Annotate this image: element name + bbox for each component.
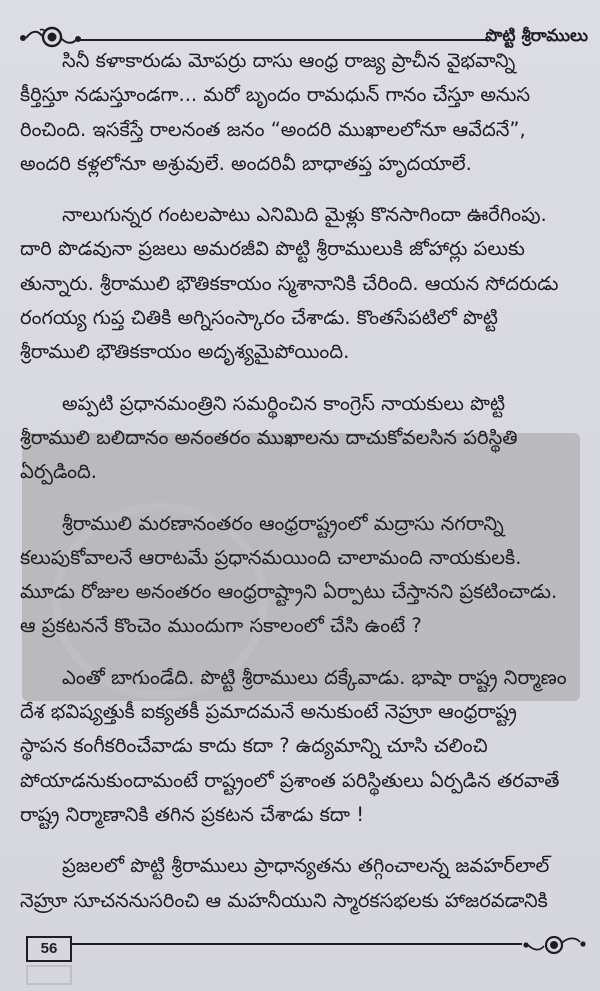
text-line: ఆ ప్రకటననే కొంచెం ముందుగా సకాలంలో చేసి ఉంటే ? — [20, 614, 422, 638]
text-line: కలుపుకోవాలనే ఆరాటమే ప్రధానమయింది చాలామంది నాయకులకి. — [20, 545, 522, 569]
body-text — [20, 44, 582, 935]
paragraph-3 — [20, 387, 582, 490]
text-line: స్థాపన కంగీకరించేవాడు కాదు కదా ? ఉద్యమాన్ని చూసి చలించి — [20, 734, 488, 758]
flourish-ornament-icon — [522, 936, 588, 954]
text-line: నెహ్రూ సూచననుసరించి ఆ మహనీయుని స్మారకసభలకు హాజరవడానికి — [20, 888, 548, 912]
text-line: శ్రీరాములి బలిదానం అనంతరం ముఖాలను దాచుకోవలసిన పరిస్థితి — [20, 425, 518, 449]
text-line: తున్నారు. శ్రీరాములి భౌతికకాయం స్మశానానికి చేరింది. ఆయన సోదరుడు — [20, 271, 559, 295]
text-line: కీర్తిస్తూ నడుస్తూండగా... మరో బృందం రామధున్ గానం చేస్తూ అనుస — [20, 83, 531, 107]
text-line: అందరి కళ్లలోనూ అశ్రువులే. అందరివీ బాధాతప్త హృదయాలే. — [20, 151, 472, 175]
text-line: ప్రజలలో పొట్టి శ్రీరాములు ప్రాధాన్యతను తగ్గించాలన్న జవహర్‌లాల్ — [62, 854, 550, 878]
paragraph-5 — [20, 661, 582, 832]
text-line: నాలుగున్నర గంటలపాటు ఎనిమిది మైళ్లు కొనసాగిందా ఊరేగింపు. — [62, 203, 547, 227]
text-line: అప్పటి ప్రధానమంత్రిని సమర్థించిన కాంగ్రెస్ నాయకులు పొట్టి — [62, 391, 506, 415]
header-rule — [80, 39, 488, 41]
text-line: రాష్ట్ర నిర్మాణానికి తగిన ప్రకటన చేశాడు కదా ! — [20, 802, 365, 826]
paragraph-2 — [20, 198, 582, 369]
footer-rule — [72, 943, 522, 945]
text-line: శ్రీరాములి మరణానంతరం ఆంధ్రరాష్ట్రంలో మద్రాసు నగరాన్ని — [62, 511, 504, 535]
page-footer — [26, 936, 588, 966]
text-line: మూడు రోజుల అనంతరం ఆంధ్రరాష్ట్రాని ఏర్పాటు చేస్తానని ప్రకటించాడు. — [20, 580, 558, 604]
text-line: ఎంతో బాగుండేది. పొట్టి శ్రీరాములు దక్కేవాడు. భాషా రాష్ట్ర నిర్మాణం — [62, 665, 567, 689]
paragraph-1 — [20, 44, 582, 181]
paragraph-6 — [20, 849, 582, 918]
text-line: సినీ కళాకారుడు మోపర్రు దాసు ఆంధ్ర రాజ్య ప్రాచీన వైభవాన్ని — [62, 49, 516, 72]
page-number: 56 — [26, 936, 72, 962]
text-line: దేశ భవిష్యత్తుకీ ఐక్యతకీ ప్రమాదమనే అనుకుంటే నెహ్రూ ఆంధ్రరాష్ట్ర — [20, 700, 517, 724]
text-line: పోయాడనుకుందామంటే రాష్ట్రంలో ప్రశాంత పరిస్థితులు ఏర్పడిన తరవాతే — [20, 768, 560, 792]
text-line: దారి పొడవునా ప్రజలు అమరజీవి పొట్టి శ్రీరాములుకి జోహార్లు పలుకు — [20, 237, 525, 261]
text-line: ఏర్పడింది. — [20, 460, 97, 484]
paragraph-4 — [20, 507, 582, 644]
text-line: శ్రీరాములి భౌతికకాయం అదృశ్యమైపోయింది. — [20, 340, 350, 364]
text-line: రంగయ్య గుప్త చితికి అగ్నిసంస్కారం చేశాడు. కొంతసేపటిలో పొట్టి — [20, 306, 498, 330]
bleed-through-page-box — [26, 965, 72, 985]
book-title: పొట్టి శ్రీరాములు — [485, 26, 588, 46]
text-line: రించింది. ఇసకేస్తే రాలనంత జనం “అందరి ముఖాలలోనూ ఆవేదనే”, — [20, 117, 526, 141]
